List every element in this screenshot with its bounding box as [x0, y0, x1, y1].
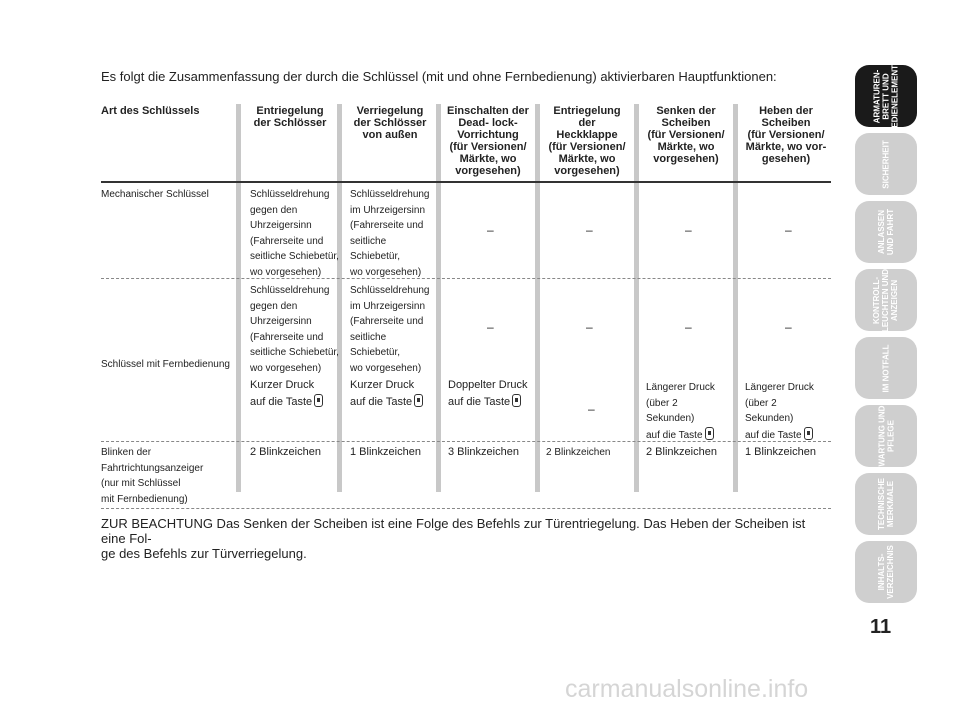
row-remote-lock-turn: Schlüsseldrehung im Uhrzeigersinn (Fahrerseite und seitliche Schiebetür, wo vorgesehen) — [350, 285, 430, 374]
row-remote-windows-up-turn: – — [785, 320, 792, 334]
column-divider — [535, 104, 540, 492]
tab-kontrollleuchten[interactable] — [855, 269, 917, 331]
tab-label: WARTUNG UND PFLEGE — [876, 405, 895, 467]
row-separator — [101, 441, 831, 443]
key-lock-icon — [414, 394, 423, 407]
column-divider — [733, 104, 738, 492]
tab-label: ARMATUREN- BRETT UND BEDIENELEMENTE — [872, 59, 900, 133]
row-remote-label: Schlüssel mit Fernbedienung — [101, 359, 230, 370]
header-lock: Verriegelung der Schlösser von außen — [353, 105, 427, 141]
row-remote-windows-down-press-text: Längerer Druck (über 2 Sekunden) auf die Taste — [646, 382, 715, 441]
row-mech-unlock: Schlüsseldrehung gegen den Uhrzeigersinn (Fahrerseite und seitliche Schiebetür, wo vorgesehen) — [250, 189, 339, 278]
row-separator — [101, 278, 831, 280]
row-mech-tailgate: – — [586, 223, 593, 237]
table-bottom-line — [101, 508, 831, 510]
row-remote-lock-press-text: Kurzer Druck auf die Taste — [350, 379, 415, 408]
header-deadlock: Einschalten der Dead- lock- Vorrichtung (für Versionen/ Märkte, wo vorgesehen) — [447, 105, 529, 177]
tab-technische-merkmale[interactable] — [855, 473, 917, 535]
tab-inhaltsverzeichnis[interactable] — [855, 541, 917, 603]
column-divider — [436, 104, 441, 492]
row-remote-tailgate-press: – — [588, 402, 595, 416]
header-windows-up: Heben der Scheiben (für Versionen/ Märkte, wo vor- gesehen) — [745, 105, 827, 165]
row-mech-deadlock: – — [487, 223, 494, 237]
key-unlock-icon — [314, 394, 323, 407]
tab-label: TECHNISCHE MERKMALE — [876, 477, 895, 531]
row-mech-windows-down: – — [685, 223, 692, 237]
tab-label: ANLASSEN UND FAHRT — [877, 208, 895, 256]
row-remote-unlock-turn: Schlüsseldrehung gegen den Uhrzeigersinn (Fahrerseite und seitliche Schiebetür, wo vorgesehen) — [250, 285, 339, 374]
watermark: carmanualsonline.info — [565, 675, 809, 703]
row-mech-windows-up: – — [785, 223, 792, 237]
row-blink-unlock: 2 Blinkzeichen — [250, 446, 321, 458]
page-number: 11 — [870, 616, 892, 638]
tab-wartung[interactable] — [855, 405, 917, 467]
row-mech-label: Mechanischer Schlüssel — [101, 189, 209, 200]
row-remote-lock-press — [350, 378, 423, 410]
row-blink-deadlock: 3 Blinkzeichen — [448, 446, 519, 458]
tab-label: KONTROLL- LEUCHTEN UND ANZEIGEN — [872, 268, 900, 332]
header-tailgate: Entriegelung der Heckklappe (für Versionen/ Märkte, wo vorgesehen) — [548, 105, 626, 177]
row-blink-label: Blinken der Fahrtrichtungsanzeiger (nur mit Schlüssel mit Fernbedienung) — [101, 447, 204, 505]
key-unlock-icon — [705, 427, 714, 440]
tab-armaturenbrett[interactable] — [855, 59, 917, 133]
key-lock-icon — [804, 427, 813, 440]
row-blink-windows-down: 2 Blinkzeichen — [646, 446, 717, 458]
row-remote-deadlock-press — [448, 378, 527, 410]
row-remote-windows-up-press-text: Längerer Druck (über 2 Sekunden) auf die Taste — [745, 382, 814, 441]
tab-anlassen[interactable] — [855, 201, 917, 263]
tab-label: SICHERHEIT — [881, 139, 891, 189]
column-divider — [634, 104, 639, 492]
tab-label: INHALTS- VERZEICHNIS — [876, 545, 895, 599]
row-remote-unlock-press-text: Kurzer Druck auf die Taste — [250, 379, 315, 408]
row-remote-deadlock-turn: – — [487, 320, 494, 334]
row-remote-deadlock-press-text: Doppelter Druck auf die Taste — [448, 379, 528, 408]
header-unlock: Entriegelung der Schlösser — [253, 105, 327, 129]
row-mech-lock: Schlüsseldrehung im Uhrzeigersinn (Fahrerseite und seitliche Schiebetür, wo vorgesehen) — [350, 189, 430, 278]
row-remote-unlock-press — [250, 378, 323, 410]
row-blink-lock: 1 Blinkzeichen — [350, 446, 421, 458]
row-blink-tailgate: 2 Blinkzeichen — [546, 447, 611, 458]
row-blink-windows-up: 1 Blinkzeichen — [745, 446, 816, 458]
key-lock-icon — [512, 394, 521, 407]
note-text: ZUR BEACHTUNG Das Senken der Scheiben ist eine Folge des Befehls zur Türentriegelung. Das Heben der Scheiben ist eine Fol- ge des Befehls zur Türverriegelung. — [101, 516, 806, 561]
tab-label: IM NOTFALL — [881, 344, 891, 392]
tab-im-notfall[interactable] — [855, 337, 917, 399]
column-divider — [236, 104, 241, 492]
row-remote-windows-down-press — [646, 380, 715, 443]
row-remote-windows-up-press — [745, 380, 814, 443]
header-separator — [101, 181, 831, 183]
row-remote-tailgate-turn: – — [586, 320, 593, 334]
intro-text: Es folgt die Zusammenfassung der durch die Schlüssel (mit und ohne Fernbedienung) aktivierbaren Hauptfunktionen: — [101, 69, 777, 84]
tab-sicherheit[interactable] — [855, 133, 917, 195]
header-art: Art des Schlüssels — [101, 105, 200, 117]
header-windows-down: Senken der Scheiben (für Versionen/ Märkte, wo vorgesehen) — [647, 105, 725, 165]
row-remote-windows-down-turn: – — [685, 320, 692, 334]
